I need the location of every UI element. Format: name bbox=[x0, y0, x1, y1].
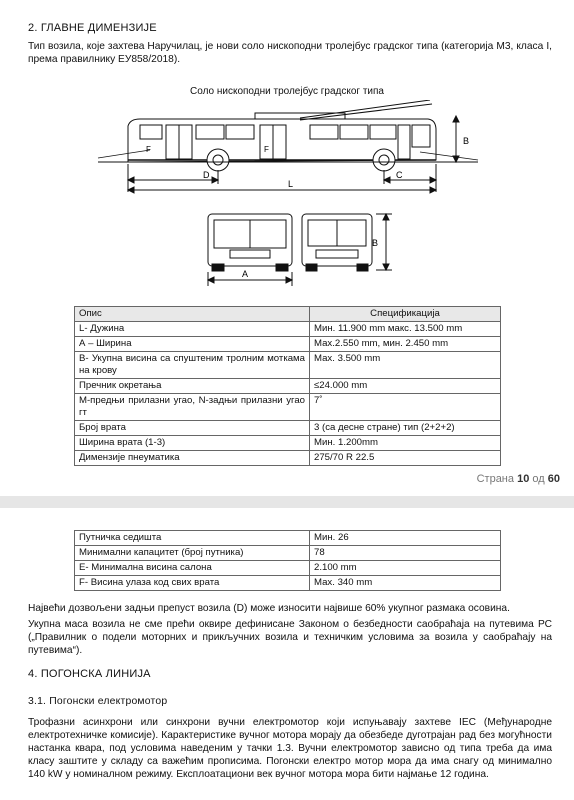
table-row bbox=[75, 451, 501, 466]
table-row bbox=[75, 531, 501, 546]
section-heading-main-dimensions: 2. ГЛАВНЕ ДИМЕНЗИЈЕ bbox=[28, 22, 157, 34]
table-cell-description: А – Ширина bbox=[75, 337, 310, 352]
spec-table-continued bbox=[74, 530, 501, 591]
table-cell-value: Мах.2.550 mm, мин. 2.450 mm bbox=[310, 337, 501, 352]
figure-caption: Соло нископодни тролејбус градског типа bbox=[190, 86, 384, 97]
table-cell-value: 7˚ bbox=[310, 394, 501, 421]
table-row bbox=[75, 322, 501, 337]
section-heading-drive-line: 4. ПОГОНСКА ЛИНИЈА bbox=[28, 668, 151, 680]
table-cell-value: 2.100 mm bbox=[310, 561, 501, 576]
trolleybus-rear-view bbox=[302, 214, 392, 271]
page-number-prefix: Страна bbox=[476, 473, 515, 485]
table-cell-value: Мин. 11.900 mm макс. 13.500 mm bbox=[310, 322, 501, 337]
page-gap bbox=[0, 496, 574, 508]
table-cell-value: ≤24.000 mm bbox=[310, 379, 501, 394]
table-row bbox=[75, 394, 501, 421]
trolley-pole bbox=[300, 100, 430, 118]
dim-label-a: A bbox=[242, 269, 249, 279]
note-rear-overhang: Највећи дозвољени задњи препуст возила (D) може износити највише 60% укупног размака осовина. bbox=[28, 603, 510, 614]
table-header-row bbox=[75, 307, 501, 322]
front-wheel bbox=[373, 149, 395, 171]
trolleybus-side-view-drawing bbox=[0, 100, 574, 300]
table-row bbox=[75, 379, 501, 394]
dim-label-l: L bbox=[288, 179, 294, 189]
table-cell-description: Е- Минимална висина салона bbox=[75, 561, 310, 576]
trolleybus-front-view bbox=[208, 214, 292, 286]
table-header-specification: Спецификација bbox=[310, 307, 501, 322]
table-cell-value: 3 (са десне стране) тип (2+2+2) bbox=[310, 421, 501, 436]
doors bbox=[166, 125, 410, 159]
note-total-mass: Укупна маса возила не сме прећи оквире дефинисане Законом о безбедности саобраћаја на путевима РС („Правилник о подели моторних и прикључних возила и техничким условима за возила у саобраћају на путевима“). bbox=[28, 619, 552, 656]
table-cell-description: М-предњи прилазни угао, N-задњи прилазни угао гт bbox=[75, 394, 310, 421]
table-cell-value: 78 bbox=[310, 546, 501, 561]
side-windows bbox=[140, 125, 430, 147]
table-cell-description: F- Висина улаза код свих врата bbox=[75, 576, 310, 591]
table-cell-description: Ширина врата (1-3) bbox=[75, 436, 310, 451]
table-row bbox=[75, 576, 501, 591]
dim-label-d: D bbox=[203, 170, 210, 180]
dim-label-f-left: F bbox=[146, 145, 151, 154]
table-cell-description: Број врата bbox=[75, 421, 310, 436]
table-cell-description: В- Укупна висина са спуштеним тролним моткама на крову bbox=[75, 352, 310, 379]
page-number-current: 10 bbox=[517, 473, 530, 485]
page-number-of: од bbox=[532, 473, 545, 485]
dim-label-b-rear: B bbox=[372, 238, 379, 248]
spec-table-main-dimensions bbox=[74, 306, 501, 466]
dim-label-b-side: B bbox=[463, 136, 470, 146]
table-row bbox=[75, 546, 501, 561]
table-cell-description: Путничка седишта bbox=[75, 531, 310, 546]
traction-motor-paragraph: Трофазни асинхрони или синхрони вучни електромотор који испуњавају захтеве IEC (Међународне електротехничке комисије). Карактеристике вучног мотора морају да обезбеде дуготрајан рад без могућности настанка квара, под условима наведеним у тачки 1.3. Вучни електромотор зависно од типа треба да има класу заштите у складу са важећим прописима. Погонски електро мотор мора да има снагу од минимално 140 kW у номиналном режиму. Експлоатациони век вучног мотора мора бити најмање 12 година. bbox=[28, 717, 552, 780]
trolley-pole bbox=[300, 104, 432, 120]
table-cell-value: Мин. 26 bbox=[310, 531, 501, 546]
page-number-total: 60 bbox=[547, 473, 560, 485]
page-number-indicator bbox=[477, 473, 560, 485]
table-row bbox=[75, 561, 501, 576]
table-cell-value: Мах. 340 mm bbox=[310, 576, 501, 591]
table-cell-description: L- Дужина bbox=[75, 322, 310, 337]
table-cell-value: Мах. 3.500 mm bbox=[310, 352, 501, 379]
dim-label-f-mid: F bbox=[264, 145, 269, 154]
table-row bbox=[75, 421, 501, 436]
table-cell-description: Димензије пнеуматика bbox=[75, 451, 310, 466]
table-header-description: Опис bbox=[75, 307, 310, 322]
table-row bbox=[75, 337, 501, 352]
dim-label-c: C bbox=[396, 170, 403, 180]
document-page-11 bbox=[0, 508, 574, 800]
table-cell-description: Пречник окретања bbox=[75, 379, 310, 394]
intro-paragraph: Тип возила, које захтева Наручилац, је нови соло нископодни тролејбус градског типа (категорија М3, класа I, према правилнику ЕУ858/2018). bbox=[28, 41, 552, 65]
table-cell-description: Минимални капацитет (број путника) bbox=[75, 546, 310, 561]
subsection-heading-traction-motor: 3.1. Погонски електромотор bbox=[28, 696, 168, 707]
table-row bbox=[75, 436, 501, 451]
rear-wheel bbox=[207, 149, 229, 171]
table-cell-value: 275/70 R 22.5 bbox=[310, 451, 501, 466]
table-row bbox=[75, 352, 501, 379]
table-cell-value: Мин. 1.200mm bbox=[310, 436, 501, 451]
